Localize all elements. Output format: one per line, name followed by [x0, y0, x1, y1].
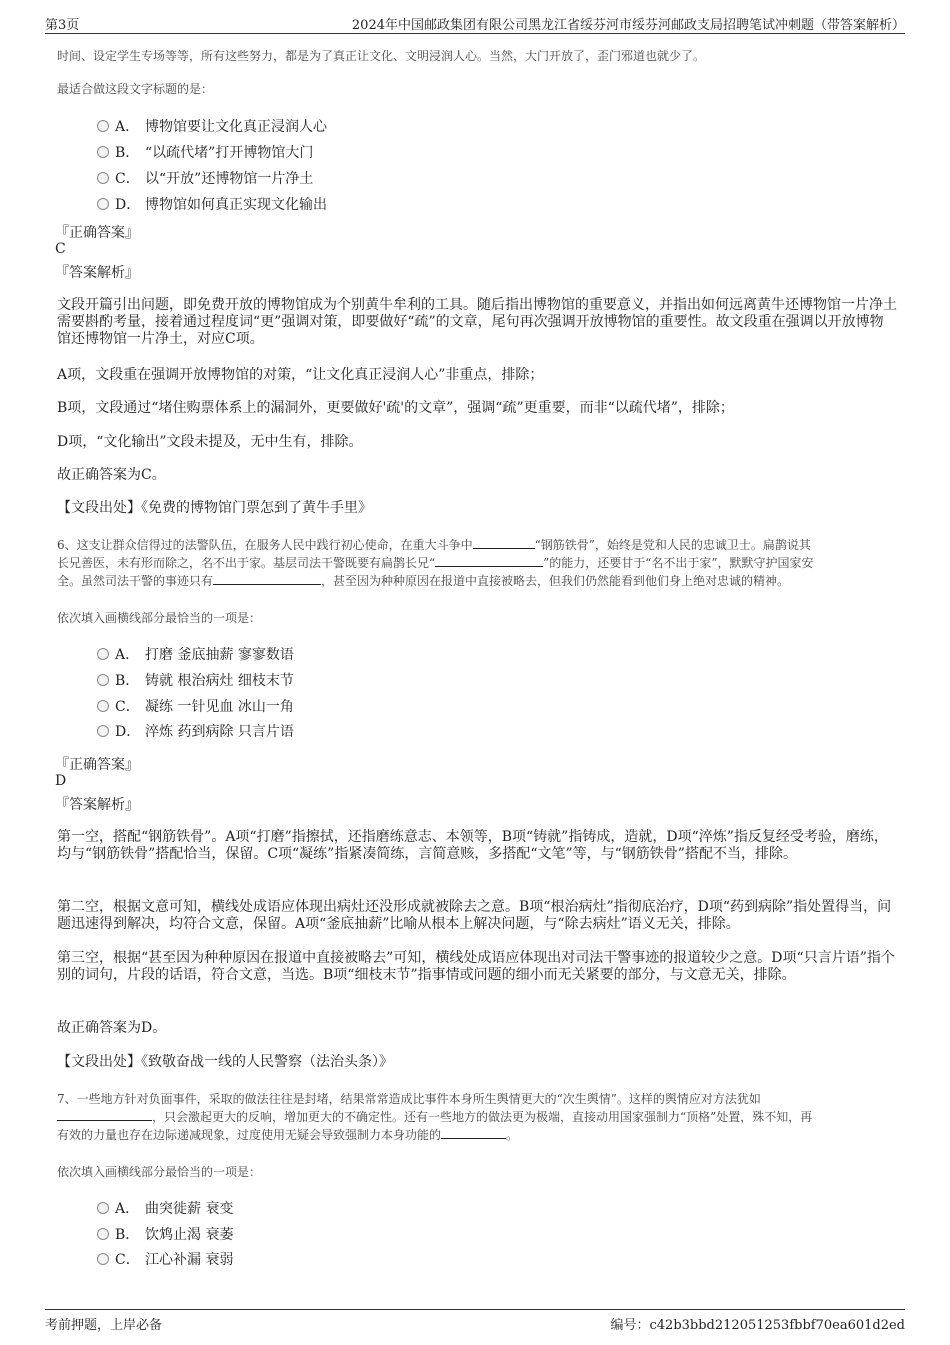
question-prompt: 最适合做这段文字标题的是： [57, 82, 214, 96]
radio-icon[interactable] [97, 725, 109, 737]
radio-icon[interactable] [97, 120, 109, 132]
header-divider [45, 33, 905, 34]
footer-slogan: 考前押题，上岸必备 [45, 1318, 163, 1333]
question-stem: 7、一些地方针对负面事件，采取的做法往往是封堵，结果常常造成比事件本身所生舆情更大的“次生舆情”。这样的舆情应对方法犹如 ，只会激起更大的反响，增加更大的不确定性。还有一些地方的做法更为极端，直接动用国家强制力“顶格”处置，殊不知，再 有效的力量也存在边际递减现象，过度使用无疑会导致强制力本身功能的 。 [57, 1092, 813, 1142]
option-a[interactable]: A． 博物馆要让文化真正浸润人心 [97, 116, 327, 136]
option-c[interactable]: C． 凝练 一针见血 冰山一角 [97, 696, 294, 716]
radio-icon[interactable] [97, 1228, 109, 1240]
radio-icon[interactable] [97, 172, 109, 184]
analysis-paragraph: 第一空，搭配“钢筋铁骨”。A项“打磨”指擦拭，还指磨练意志、本领等，B项“铸就”指铸成，造就，D项“淬炼”指反复经受考验，磨练，均与“钢筋铁骨”搭配恰当，保留。C项“凝练”指紧凑简练，言简意赅，多搭配“文笔”等，与“钢筋铁骨”搭配不当，排除。 [57, 829, 888, 862]
blank-line [213, 572, 321, 585]
passage-tail: 时间、设定学生专场等等，所有这些努力，都是为了真正让文化、文明浸润人心。当然，大门开放了，歪门邪道也就少了。 [57, 49, 706, 63]
answer-value: C [55, 241, 66, 257]
option-a[interactable]: A． 打磨 釜底抽薪 寥寥数语 [97, 644, 294, 664]
document-id: 编号：c42b3bbd212051253fbbf70ea601d2ed [610, 1318, 905, 1333]
question-prompt: 依次填入画横线部分最恰当的一项是： [57, 611, 262, 625]
analysis-paragraph: 故正确答案为C。 [57, 467, 166, 483]
answer-value: D [55, 773, 67, 789]
radio-icon[interactable] [97, 1253, 109, 1265]
blank-line [441, 1126, 506, 1139]
question-prompt: 依次填入画横线部分最恰当的一项是： [57, 1165, 262, 1179]
option-b[interactable]: B． 饮鸩止渴 衰萎 [97, 1224, 233, 1244]
blank-line [473, 536, 535, 549]
option-c[interactable]: C． 江心补漏 衰弱 [97, 1249, 233, 1269]
option-b[interactable]: B． 铸就 根治病灶 细枝末节 [97, 670, 294, 690]
analysis-label: 『答案解析』 [55, 797, 139, 813]
source-citation: 【文段出处】《致敬奋战一线的人民警察（法治头条）》 [57, 1054, 393, 1070]
radio-icon[interactable] [97, 648, 109, 660]
analysis-paragraph: 第三空，根据“甚至因为种种原因在报道中直接被略去”可知，横线处成语应体现出对司法干警事迹的报道较少之意。D项“只言片语”指个别的词句，片段的话语，符合文意，当选。B项“细枝末节”指事情或问题的细小而无关紧要的部分，与文意无关，排除。 [57, 950, 895, 983]
analysis-paragraph: 第二空，根据文意可知，横线处成语应体现出病灶还没形成就被除去之意。B项“根治病灶”指彻底治疗，D项“药到病除”指处置得当，问题迅速得到解决，均符合文意，保留。A项“釜底抽薪”比喻从根本上解决问题，与“除去病灶”语义无关，排除。 [57, 899, 892, 932]
answer-label: 『正确答案』 [55, 225, 139, 241]
blank-line [57, 1108, 152, 1121]
answer-label: 『正确答案』 [55, 757, 139, 773]
analysis-paragraph: A项，文段重在强调开放博物馆的对策，“让文化真正浸润人心”非重点，排除； [57, 367, 544, 383]
analysis-paragraph: 文段开篇引出问题，即免费开放的博物馆成为个别黄牛牟利的工具。随后指出博物馆的重要意义，并指出如何远离黄牛还博物馆一片净土需要斟酌考量，接着通过程度词“更”强调对策，即要做好“疏”的文章，尾句再次强调开放博物馆的重要性。故文段重在强调以开放博物馆还博物馆一片净土，对应C项。 [57, 297, 897, 347]
source-citation: 【文段出处】《免费的博物馆门票怎到了黄牛手里》 [57, 500, 372, 516]
option-c[interactable]: C． 以“开放”还博物馆一片净土 [97, 168, 313, 188]
analysis-paragraph: 故正确答案为D。 [57, 1020, 167, 1036]
footer-divider [45, 1309, 905, 1310]
radio-icon[interactable] [97, 146, 109, 158]
radio-icon[interactable] [97, 198, 109, 210]
option-b[interactable]: B． “以疏代堵”打开博物馆大门 [97, 142, 313, 162]
document-title: 2024年中国邮政集团有限公司黑龙江省绥芬河市绥芬河邮政支局招聘笔试冲刺题（带答案解析） [351, 18, 905, 33]
question-stem: 6、这支让群众信得过的法警队伍，在服务人民中践行初心使命，在重大斗争中 “钢筋铁骨”，始终是党和人民的忠诚卫士。扁鹊说其 长兄善医，未有形而除之，名不出于家。基层司法干警既要有扁鹊长兄“ ”的能力，还要甘于“名不出于家”，默默守护国家安 全。虽然司法干警的事迹只有 ，甚至因为种种原因在报道中直接被略去，但我们仍然能看到他们身上绝对忠诚的精神。 [57, 538, 814, 588]
option-d[interactable]: D． 淬炼 药到病除 只言片语 [97, 721, 294, 741]
page-number: 第3页 [45, 18, 80, 33]
option-d[interactable]: D． 博物馆如何真正实现文化输出 [97, 194, 327, 214]
blank-line [435, 554, 543, 567]
radio-icon[interactable] [97, 1202, 109, 1214]
analysis-paragraph: D项，“文化输出”文段未提及，无中生有，排除。 [57, 434, 363, 450]
option-a[interactable]: A． 曲突徙薪 衰变 [97, 1198, 233, 1218]
analysis-paragraph: B项，文段通过“堵住购票体系上的漏洞外，更要做好'疏'的文章”，强调“疏”更重要，而非“以疏代堵”，排除； [57, 400, 734, 416]
analysis-label: 『答案解析』 [55, 265, 139, 281]
radio-icon[interactable] [97, 674, 109, 686]
radio-icon[interactable] [97, 700, 109, 712]
